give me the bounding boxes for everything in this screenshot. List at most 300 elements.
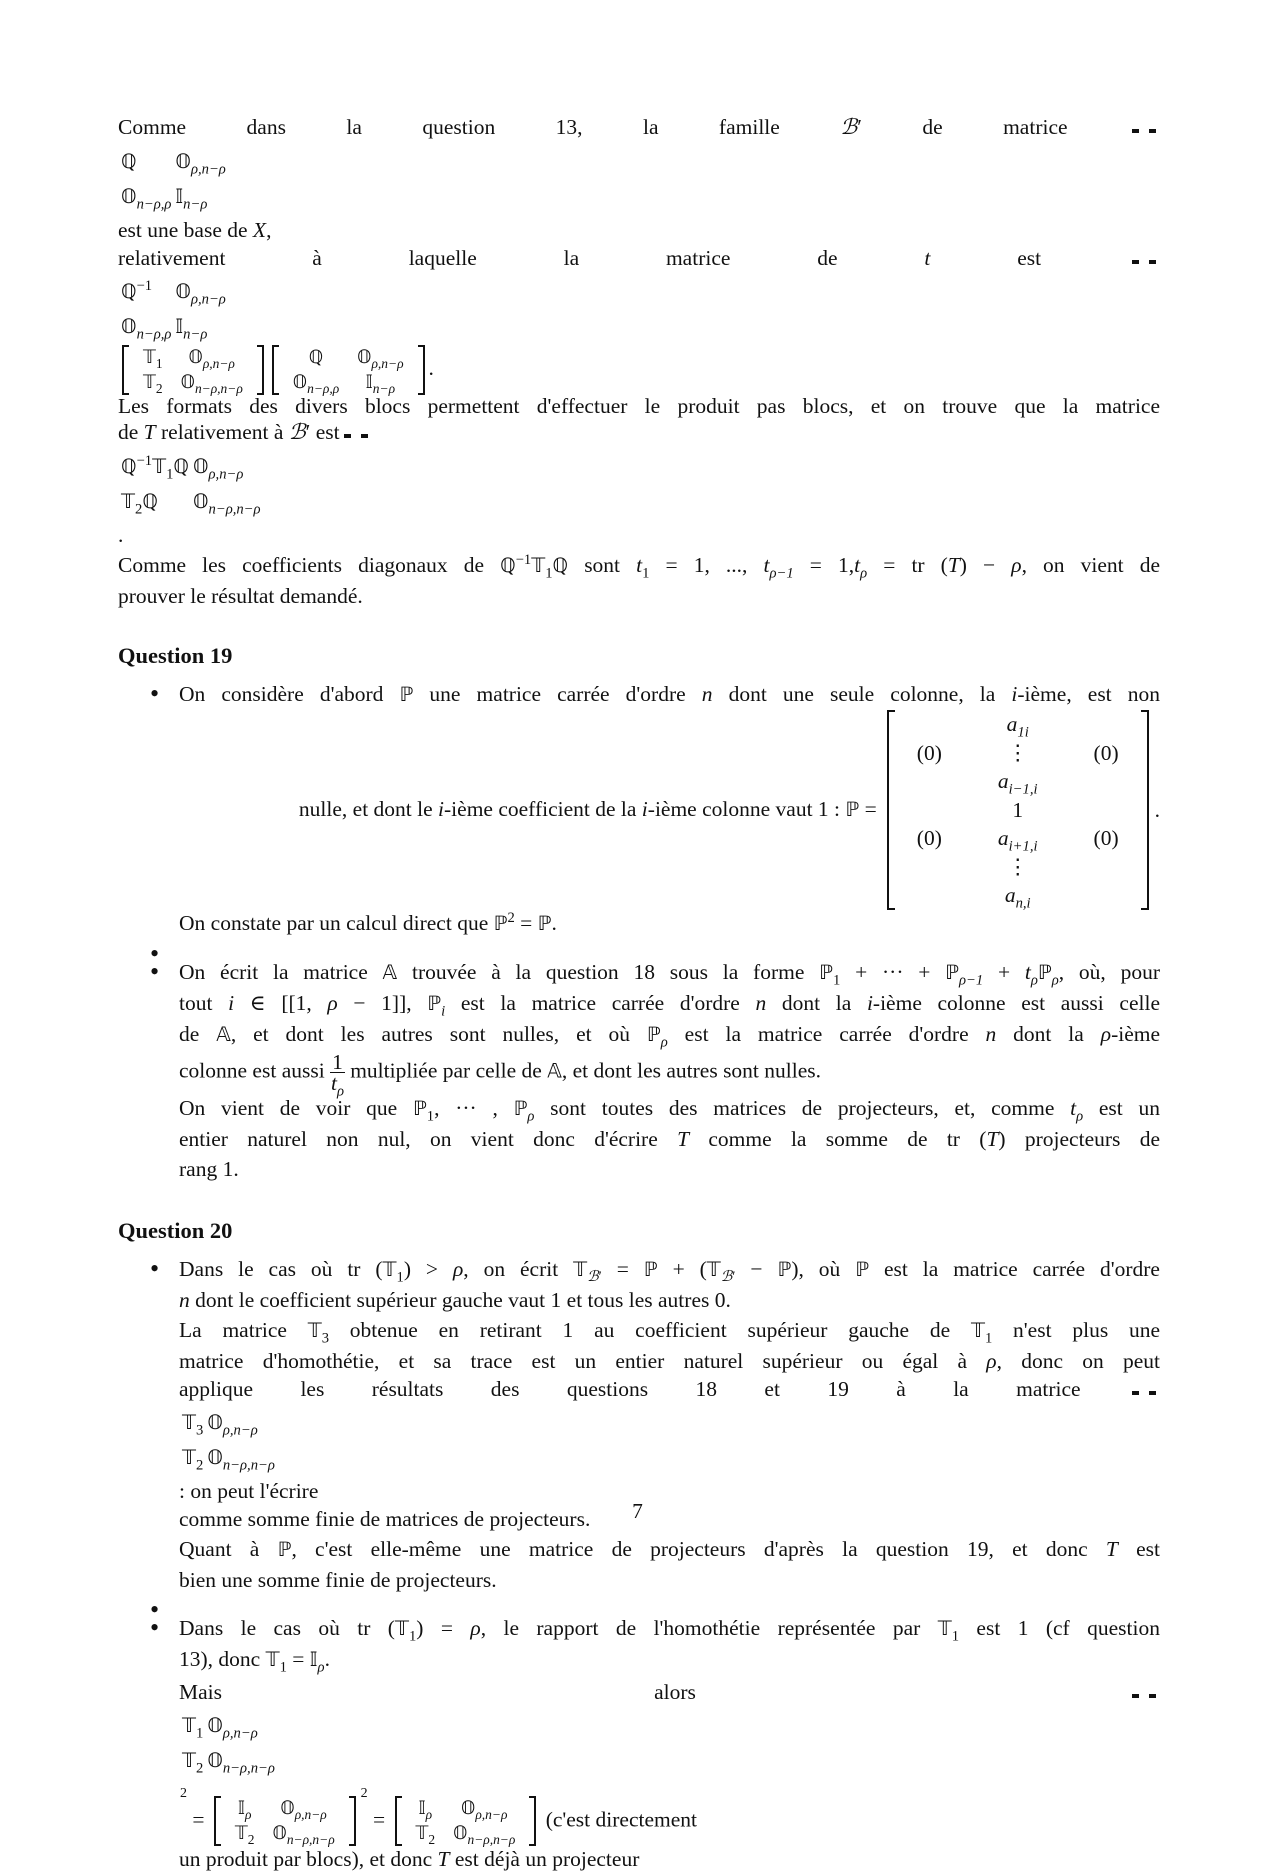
text: obtenue en retirant 1 au coefficient supérieur gauche de (329, 1317, 971, 1342)
text: , et dont les autres sont nulles. (561, 1057, 822, 1082)
text: On constate par un calcul direct que (179, 910, 494, 935)
q20-b1-line-5 (179, 1374, 1160, 1404)
math-t: 𝕋 (573, 1257, 588, 1281)
math-sup: −1 (136, 277, 153, 294)
text: prouver le résultat demandé. (118, 584, 363, 608)
math-T: T (947, 553, 960, 577)
math-sub: 1 (196, 1724, 204, 1741)
math-rho: ρ (327, 990, 338, 1015)
math-sub: ρ (527, 1107, 535, 1124)
math-n: n (179, 1287, 190, 1312)
math-p: ℙ (845, 798, 860, 822)
text: un produit par blocs), et donc (179, 1846, 438, 1871)
text: sont (568, 553, 637, 577)
math-sub: n−ρ,ρ (136, 196, 172, 213)
matrix-p (887, 710, 1149, 910)
text: est 1 (cf question (959, 1615, 1160, 1640)
math-t2: 𝕋 (143, 372, 156, 393)
text: − 1]], (337, 990, 428, 1015)
math-p: ℙ (1037, 960, 1052, 984)
math-q: ℚ (500, 554, 516, 577)
text: Comme les coefficients diagonaux de (118, 553, 501, 577)
math-n: n (985, 1021, 997, 1046)
math-sub: 1 (279, 1658, 287, 1675)
text: = (859, 797, 877, 822)
math-o: 𝕆 (192, 490, 209, 513)
math-sub: ρ (245, 1806, 252, 1822)
text: = (192, 1806, 205, 1831)
text: multipliée par celle de (344, 1057, 548, 1082)
text: tout (179, 990, 229, 1015)
text: 13), donc (179, 1646, 266, 1671)
matrix-q (272, 345, 425, 395)
math-sub: ρ,n−ρ (222, 1724, 258, 1741)
math-sub: ρ,n−ρ (475, 1806, 508, 1822)
q19-b1-line-1 (179, 679, 1160, 710)
math-p: ℙ (646, 1022, 661, 1046)
math-q: ℚ (121, 455, 137, 478)
text: bien une somme finie de projecteurs. (179, 1567, 497, 1592)
text: La matrice (179, 1317, 308, 1342)
math-sub: ρ (425, 1806, 433, 1822)
math-sub: 2 (196, 1456, 204, 1473)
math-o: 𝕆 (280, 1797, 295, 1819)
q20-b1-line-7 (179, 1534, 1160, 1565)
text: rang 1. (179, 1156, 239, 1181)
math-t3: 𝕋 (182, 1410, 196, 1434)
math-o: 𝕆 (357, 347, 372, 368)
math-a: a (997, 826, 1009, 850)
math-o: 𝕆 (207, 1410, 223, 1434)
math-q: ℚ (121, 150, 137, 173)
math-p: ℙ (945, 960, 960, 984)
math-a-bb: 𝔸 (547, 1058, 562, 1082)
q20-b2-line-2 (179, 1644, 1160, 1675)
matrix-zero-block: (0) (916, 826, 942, 850)
math-rho: ρ (452, 1256, 464, 1281)
text: ) − (959, 553, 1012, 577)
text: entier naturel non nul, on vient donc d'écrire (179, 1126, 678, 1151)
math-t: t (763, 553, 770, 577)
text: , on vient de (1021, 553, 1160, 577)
text: Comme dans la question 13, la famille (118, 115, 841, 139)
text: , c'est elle-même une matrice de projecteurs d'après la question 19, et donc (291, 1536, 1106, 1561)
math-a: a (1004, 883, 1016, 907)
math-sub: n−ρ,n−ρ (222, 1759, 275, 1776)
text: est la matrice carrée d'ordre (667, 1021, 986, 1046)
q19-b2-line-5 (179, 1093, 1160, 1124)
q20-b2-line-3 (179, 1677, 1160, 1707)
math-x: X (252, 218, 267, 242)
list-item (118, 957, 1160, 1184)
text: ) = (416, 1615, 471, 1640)
text: = (373, 1806, 386, 1831)
math-sub: 1 (951, 1627, 960, 1644)
math-i: i (1011, 682, 1018, 706)
list-item (118, 1613, 1160, 1874)
math-sub: 2 (428, 1831, 436, 1847)
math-a-bb: 𝔸 (216, 1022, 231, 1046)
matrix-zero-block: (0) (1093, 826, 1119, 850)
math-p: ℙ (412, 1096, 427, 1120)
math-t1: 𝕋 (152, 455, 167, 478)
math-t2: 𝕋 (182, 1445, 196, 1469)
math-t1: 𝕋 (394, 1616, 409, 1640)
text: (c'est directement (545, 1806, 697, 1831)
question-19-list (118, 679, 1160, 1184)
math-sub: ρ−1 (769, 565, 794, 582)
question-20-heading: Question 20 (118, 1217, 233, 1243)
math-sub: n−ρ (372, 380, 396, 396)
page-number: 7 (632, 1499, 643, 1523)
math-sub: ρ,n−ρ (202, 355, 235, 371)
text: , donc on peut (996, 1348, 1160, 1373)
math-sub: n−ρ,n−ρ (467, 1831, 516, 1847)
math-o: 𝕆 (207, 1713, 223, 1737)
math-p: ℙ (537, 911, 552, 935)
math-o: 𝕆 (461, 1797, 476, 1819)
math-t1: 𝕋 (265, 1647, 280, 1671)
math-rho: ρ (470, 1615, 481, 1640)
math-i: i (641, 797, 648, 822)
math-p: ℙ (513, 1096, 528, 1120)
text: est (1117, 1536, 1160, 1561)
text: -ième coefficient de la (444, 797, 642, 822)
math-o: 𝕆 (121, 185, 137, 208)
math-t: t (924, 246, 931, 270)
math-p: ℙ (493, 911, 508, 935)
math-q: ℚ (552, 554, 569, 577)
text: Dans le cas où tr ( (179, 1256, 383, 1281)
matrix-i-block (214, 1796, 356, 1846)
text: trouvée à la question 18 sous la forme (397, 959, 820, 984)
text: , ··· , (434, 1095, 514, 1120)
math-sub-basis: ℬ (587, 1267, 599, 1285)
math-t1: 𝕋 (531, 554, 546, 577)
math-q: ℚ (308, 347, 324, 368)
math-o: 𝕆 (453, 1822, 468, 1844)
math-sub: n−ρ,n−ρ (194, 380, 243, 396)
list-item (118, 1254, 1160, 1595)
vdots: ⋮ (1006, 854, 1029, 879)
math-sub: n−ρ,n−ρ (208, 501, 261, 518)
intro-line-6 (118, 581, 1160, 611)
math-T: T (677, 1126, 690, 1151)
math-o: 𝕆 (175, 280, 191, 303)
math-sub: 1 (155, 355, 163, 371)
math-T: T (1105, 1536, 1118, 1561)
text: , et dont les autres sont nulles, et où (230, 1021, 647, 1046)
math-sub: ρ−1 (959, 971, 984, 988)
text: -ième colonne est aussi celle (872, 990, 1160, 1015)
text: est déjà un projecteur (449, 1846, 640, 1871)
math-rho: ρ (1100, 1021, 1112, 1046)
matrix-zero-block: (0) (1093, 740, 1119, 765)
text: Les formats des divers blocs permettent d'effectuer le produit pas blocs, et on trouve que la matrice (118, 394, 1160, 418)
math-t3: 𝕋 (307, 1318, 322, 1342)
math-t2: 𝕋 (121, 490, 135, 513)
text: dont le coefficient supérieur gauche vaut 1 et tous les autres 0. (189, 1287, 731, 1312)
text: de matrice (861, 115, 1068, 139)
math-p: ℙ (277, 1537, 292, 1561)
text: On écrit la matrice (179, 959, 383, 984)
math-sub: n−ρ,ρ (307, 380, 340, 396)
math-sub: n−ρ,ρ (136, 326, 172, 343)
text: est une base de (118, 218, 253, 242)
math-a-bb: 𝔸 (382, 960, 398, 984)
math-i: 𝕀 (175, 185, 184, 208)
text: dont la (766, 990, 867, 1015)
q20-b2-line-1 (179, 1613, 1160, 1644)
spacer (118, 1595, 1160, 1609)
question-20-list (118, 1254, 1160, 1874)
q20-b1-line-3 (179, 1315, 1160, 1346)
math-t: t (1024, 959, 1031, 984)
math-o: 𝕆 (175, 150, 191, 173)
text: = (514, 910, 538, 935)
math-t2: 𝕋 (182, 1748, 196, 1772)
math-t: t (636, 553, 643, 577)
math-sub: n−ρ,n−ρ (222, 1456, 275, 1473)
text: -ième colonne vaut 1 : (647, 797, 846, 822)
text: + (983, 959, 1025, 984)
q19-b1-line-2 (299, 794, 877, 825)
math-t: 𝕋 (706, 1257, 721, 1281)
intro-line-5 (118, 550, 1160, 581)
math-q: ℚ (142, 490, 158, 513)
math-o: 𝕆 (192, 455, 209, 478)
q20-b1-line-2 (179, 1285, 1160, 1315)
text: matrice d'homothétie, et sa trace est un entier naturel supérieur ou égal à (179, 1348, 987, 1373)
math-t1: 𝕋 (382, 1257, 397, 1281)
math-sub: ρ (660, 1033, 668, 1050)
math-t1: 𝕋 (182, 1713, 196, 1737)
q20-b1-line-1 (179, 1254, 1160, 1285)
text: , on écrit (463, 1256, 574, 1281)
math-prime: ′ (732, 1268, 736, 1285)
math-square: 2 (180, 1785, 187, 1801)
math-sub: n−ρ (183, 196, 208, 213)
text: une matrice carrée d'ordre (413, 682, 702, 706)
text: est (310, 420, 340, 444)
math-t1: 𝕋 (143, 347, 156, 368)
math-a: a (997, 769, 1009, 793)
text: colonne est aussi (179, 1057, 331, 1082)
q19-b2-line-7 (179, 1154, 1160, 1184)
math-t1: 𝕋 (970, 1318, 985, 1342)
math-i: i (438, 797, 445, 822)
q20-b1-line-4 (179, 1346, 1160, 1376)
text: , le rapport de l'homothétie représentée par (480, 1615, 938, 1640)
math-o: 𝕆 (272, 1822, 287, 1844)
math-i: i (866, 990, 873, 1015)
math-p: ℙ (643, 1257, 658, 1281)
text: = tr ( (883, 553, 948, 577)
question-19-heading: Question 19 (118, 643, 233, 668)
math-T: T (143, 420, 156, 444)
text: relativement à (155, 420, 289, 444)
q19-b2-line-4 (179, 1049, 1160, 1099)
text: -ième (1111, 1021, 1161, 1046)
text: ) > (403, 1256, 453, 1281)
math-sub: ρ (1076, 1107, 1084, 1124)
text: On considère d'abord (179, 682, 400, 706)
math-o: 𝕆 (188, 347, 203, 368)
math-sub: n−ρ (183, 326, 208, 343)
text: = (286, 1646, 310, 1671)
text: + ( (657, 1256, 707, 1281)
math-sub: i−1,i (1008, 781, 1038, 798)
text: de (118, 420, 144, 444)
math-sup: −1 (136, 452, 153, 469)
text: . (428, 355, 434, 380)
text: de (179, 1021, 217, 1046)
math-sub: ρ,n−ρ (371, 355, 404, 371)
math-sub: n−ρ,n−ρ (286, 1831, 335, 1847)
math-sub: ρ (317, 1658, 325, 1675)
text: est (930, 246, 1042, 270)
text: Mais alors (179, 1679, 696, 1704)
math-sub: 1 (642, 565, 650, 582)
text: dont la (996, 1021, 1101, 1046)
list-item (118, 679, 1160, 939)
math-t: t (330, 1070, 337, 1095)
math-prime: ′ (305, 420, 311, 444)
matrix-one: 1 (1012, 797, 1024, 822)
math-sub: ρ,n−ρ (294, 1806, 327, 1822)
text: est la matrice carrée d'ordre (869, 1256, 1160, 1281)
math-sub: n,i (1015, 895, 1031, 912)
text: nulle, et dont le (298, 797, 439, 822)
math-square: 2 (360, 1785, 368, 1801)
text: est la matrice carrée d'ordre (445, 990, 756, 1015)
intro-line-4 (118, 417, 1160, 448)
math-sub: ρ (1051, 971, 1059, 988)
math-sub: 3 (321, 1329, 330, 1346)
text: Dans le cas où tr ( (179, 1615, 395, 1640)
text: est un (1083, 1095, 1160, 1120)
math-sub: ρ,n−ρ (190, 161, 226, 178)
intro-line-1 (118, 112, 1160, 143)
text: ) projecteurs de (998, 1126, 1160, 1151)
math-sub: 1 (426, 1107, 435, 1124)
math-basis: ℬ (840, 115, 858, 140)
math-a: a (1006, 712, 1018, 736)
math-o: 𝕆 (292, 372, 308, 393)
text: On vient de voir que (179, 1095, 413, 1120)
math-sub: ρ,n−ρ (190, 291, 226, 308)
math-p: ℙ (399, 683, 414, 706)
text: ), où (791, 1256, 856, 1281)
fraction-numerator: 1 (332, 1049, 343, 1074)
math-sub: 1 (166, 466, 174, 483)
math-sub: 1 (833, 971, 841, 988)
spacer (118, 939, 1160, 953)
math-p: ℙ (777, 1257, 792, 1281)
q20-b2-line-4 (179, 1844, 1160, 1874)
text: = 1, ..., (665, 553, 764, 577)
q19-b2-line-1 (179, 957, 1160, 988)
math-sub-basis: ℬ (720, 1267, 733, 1285)
q19-b2-line-3 (179, 1019, 1160, 1050)
math-sub: ρ,n−ρ (222, 1421, 258, 1438)
text: . (1154, 797, 1160, 822)
math-prime: ′ (857, 115, 862, 139)
text: . (118, 523, 124, 547)
math-t: t (1070, 1095, 1077, 1120)
q19-b2-line-6 (179, 1124, 1160, 1154)
page-content (118, 112, 1160, 1874)
fraction-one-over-t-rho (330, 1049, 345, 1099)
q20-b1-line-8 (179, 1565, 1160, 1595)
math-sub: 1 (408, 1627, 417, 1644)
math-n: n (701, 682, 713, 706)
math-t: t (854, 553, 861, 577)
text: ∈ [[1, (234, 990, 328, 1015)
text: dont une seule colonne, la (712, 682, 1012, 706)
text: . (551, 910, 557, 935)
math-t1: 𝕋 (937, 1616, 952, 1640)
q19-b2-line-2 (179, 988, 1160, 1019)
math-q: ℚ (121, 280, 137, 303)
math-sub: i+1,i (1008, 838, 1038, 855)
math-rho: ρ (986, 1348, 997, 1373)
math-sub: 1i (1017, 724, 1029, 741)
math-sub: ρ (1030, 971, 1038, 988)
math-o: 𝕆 (207, 1445, 223, 1469)
math-q: ℚ (173, 455, 189, 478)
text: + ··· + (840, 959, 946, 984)
text: = (601, 1256, 644, 1281)
math-sub: 3 (196, 1421, 204, 1438)
math-i: 𝕀 (418, 1797, 426, 1819)
math-i: 𝕀 (309, 1647, 318, 1671)
math-i: i (228, 990, 235, 1015)
text: -ième, est non (1017, 682, 1160, 706)
math-t2: 𝕋 (234, 1822, 248, 1844)
math-basis: ℬ (288, 420, 306, 445)
math-sub: ρ,n−ρ (208, 466, 244, 483)
math-rho: ρ (1011, 553, 1022, 577)
math-sub: 2 (155, 380, 163, 396)
q19-matrix-row (179, 710, 1160, 910)
text: , (266, 218, 272, 242)
math-T: T (437, 1846, 450, 1871)
math-o: 𝕆 (121, 315, 137, 338)
math-i: 𝕀 (175, 315, 184, 338)
math-sub: ρ (336, 1082, 344, 1099)
math-prime: ′ (598, 1268, 602, 1285)
math-sub: 2 (196, 1759, 204, 1776)
math-t2: 𝕋 (415, 1822, 429, 1844)
math-T: T (986, 1126, 999, 1151)
math-o: 𝕆 (180, 372, 195, 393)
matrix-i-block-result (395, 1796, 537, 1846)
math-sub: 1 (984, 1329, 993, 1346)
math-sup: 2 (507, 909, 515, 926)
math-sup: −1 (515, 551, 532, 568)
math-i: 𝕀 (237, 1797, 246, 1819)
vdots: ⋮ (1006, 740, 1029, 765)
math-sub: 1 (396, 1268, 404, 1285)
math-p: ℙ (819, 960, 834, 984)
text: − (735, 1256, 778, 1281)
intro-line-2 (118, 243, 1160, 273)
math-sub: 1 (545, 565, 553, 582)
math-i: 𝕀 (365, 372, 373, 393)
math-n: n (755, 990, 767, 1015)
q19-b1-line-3 (179, 908, 1160, 939)
